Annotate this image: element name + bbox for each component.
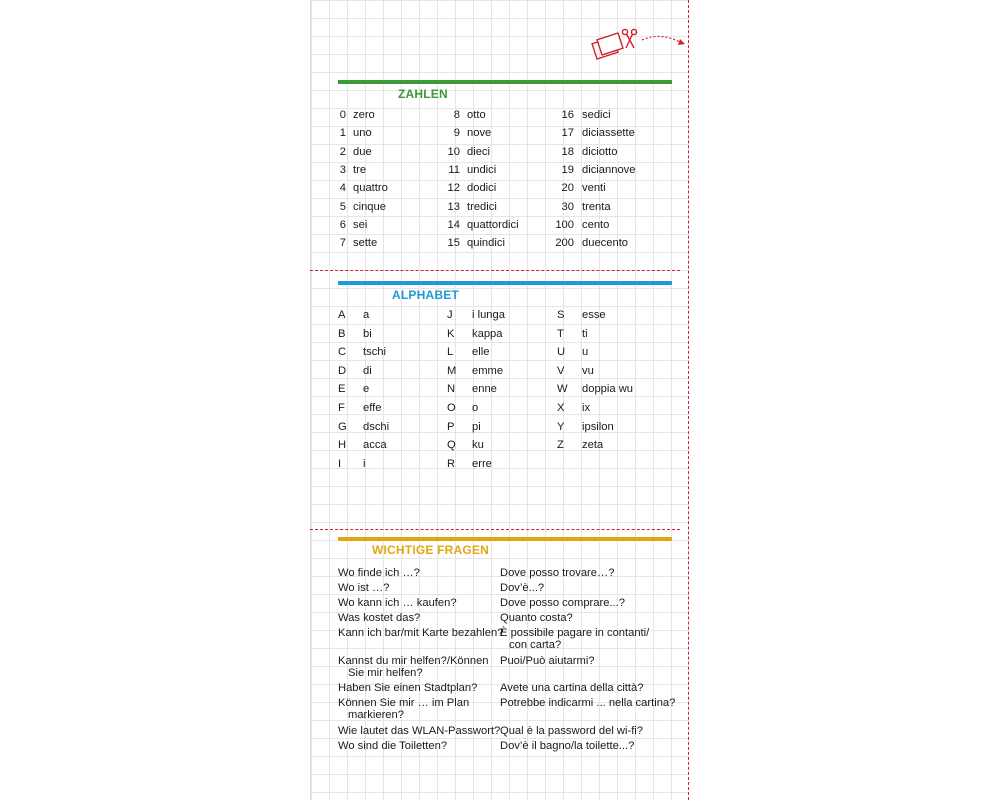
zahlen-heading: ZAHLEN <box>398 87 448 101</box>
alphabet-pronunciation: e <box>363 383 370 396</box>
question-italian: Dov’è...? <box>500 582 545 594</box>
number-word: dodici <box>467 182 497 195</box>
alphabet-row <box>338 420 389 434</box>
question-italian: Potrebbe indicarmi ... nella cartina? <box>500 697 676 709</box>
number-row <box>447 126 491 140</box>
number-row <box>447 145 490 159</box>
question-italian: Avete una cartina della città? <box>500 682 644 694</box>
alphabet-pronunciation: vu <box>582 364 594 377</box>
alphabet-pronunciation: ix <box>582 402 591 414</box>
number-word: duecento <box>582 237 629 250</box>
alphabet-row <box>557 382 633 396</box>
alphabet-heading: ALPHABET <box>392 288 459 302</box>
question-german: Haben Sie einen Stadtplan? <box>338 682 478 694</box>
alphabet-pronunciation: dschi <box>363 420 390 433</box>
number-digit: 14 <box>447 218 460 231</box>
alphabet-bar <box>338 281 672 285</box>
question-german: markieren? <box>348 709 404 721</box>
alphabet-row <box>338 382 369 396</box>
zahlen-bar <box>338 80 672 84</box>
number-word: undici <box>467 163 497 176</box>
number-word: uno <box>353 127 372 140</box>
alphabet-letter: L <box>447 346 454 359</box>
number-word: dieci <box>467 145 491 158</box>
alphabet-pronunciation: effe <box>363 402 382 414</box>
number-row <box>554 181 606 195</box>
question-italian: È possibile pagare in contanti/ <box>500 627 650 639</box>
alphabet-row <box>447 438 484 452</box>
alphabet-letter: Z <box>557 439 564 452</box>
alphabet-row <box>447 327 502 341</box>
alphabet-pronunciation: doppia wu <box>582 383 634 396</box>
alphabet-row <box>338 345 386 359</box>
alphabet-letter: T <box>557 327 564 340</box>
alphabet-row <box>557 420 614 434</box>
alphabet-letter: W <box>557 383 568 396</box>
alphabet-pronunciation: pi <box>472 420 481 433</box>
number-digit: 19 <box>561 163 574 176</box>
number-row <box>338 218 367 232</box>
alphabet-row <box>338 401 381 415</box>
question-italian: Dove posso trovare…? <box>500 567 615 579</box>
number-word: nove <box>467 127 492 140</box>
number-word: otto <box>467 109 486 121</box>
alphabet-pronunciation: kappa <box>472 327 503 340</box>
number-row <box>447 218 519 232</box>
alphabet-row <box>447 401 478 415</box>
number-row <box>447 163 496 177</box>
alphabet-letter: D <box>338 364 347 377</box>
alphabet-letter: P <box>447 420 455 433</box>
alphabet-pronunciation: a <box>363 309 370 321</box>
question-german: Können Sie mir … im Plan <box>338 697 470 709</box>
number-row <box>447 236 505 250</box>
section-divider <box>310 270 680 271</box>
section-divider <box>310 529 680 530</box>
number-word: quattordici <box>467 218 519 231</box>
number-digit: 17 <box>561 127 574 140</box>
number-row <box>447 200 497 214</box>
alphabet-letter: A <box>338 309 346 321</box>
number-row <box>554 108 611 122</box>
number-word: quattro <box>353 182 388 195</box>
alphabet-row <box>557 364 594 378</box>
number-digit: 100 <box>555 218 574 231</box>
alphabet-row <box>338 438 387 452</box>
alphabet-row <box>338 308 369 322</box>
alphabet-row <box>338 364 372 378</box>
alphabet-letter: G <box>338 420 347 433</box>
number-word: tre <box>353 163 367 176</box>
alphabet-row <box>447 382 497 396</box>
number-digit: 15 <box>447 237 460 250</box>
number-digit: 12 <box>447 182 460 195</box>
alphabet-row <box>557 308 606 322</box>
alphabet-row <box>447 420 481 434</box>
number-row <box>554 236 628 250</box>
alphabet-row <box>338 327 372 341</box>
alphabet-row <box>557 401 590 415</box>
alphabet-pronunciation: enne <box>472 383 497 396</box>
number-row <box>338 145 372 159</box>
question-italian: Puoi/Può aiutarmi? <box>500 654 595 667</box>
alphabet-letter: V <box>557 364 565 377</box>
alphabet-letter: O <box>447 402 456 414</box>
alphabet-pronunciation: acca <box>363 439 387 452</box>
arrow-icon <box>642 36 680 42</box>
number-row <box>554 163 636 177</box>
alphabet-letter: M <box>447 364 457 377</box>
alphabet-pronunciation: bi <box>363 327 372 340</box>
number-digit: 18 <box>561 145 574 158</box>
question-german: Sie mir helfen? <box>348 666 423 679</box>
number-digit: 2 <box>339 145 346 158</box>
alphabet-row <box>557 327 588 341</box>
number-word: cinque <box>353 200 386 213</box>
number-digit: 1 <box>339 127 346 140</box>
number-digit: 30 <box>561 200 574 213</box>
number-digit: 7 <box>339 237 346 250</box>
alphabet-row <box>557 438 603 452</box>
alphabet-pronunciation: elle <box>472 346 490 359</box>
alphabet-letter: Q <box>447 439 456 452</box>
fragen-heading: WICHTIGE FRAGEN <box>372 543 489 557</box>
alphabet-pronunciation: emme <box>472 364 504 377</box>
card-icon <box>592 33 623 59</box>
question-italian: con carta? <box>509 639 562 651</box>
alphabet-pronunciation: i lunga <box>472 309 505 321</box>
number-word: diciotto <box>582 145 618 158</box>
alphabet-letter: N <box>447 383 456 396</box>
number-digit: 5 <box>339 200 346 213</box>
alphabet-letter: C <box>338 346 347 359</box>
number-digit: 3 <box>339 163 346 176</box>
alphabet-letter: S <box>557 309 565 321</box>
alphabet-pronunciation: ti <box>582 327 588 340</box>
alphabet-letter: U <box>557 346 566 359</box>
number-word: due <box>353 145 372 158</box>
alphabet-letter: J <box>447 309 453 321</box>
number-digit: 8 <box>453 109 460 121</box>
number-digit: 16 <box>561 109 574 121</box>
question-german: Kannst du mir helfen?/Können <box>338 654 489 667</box>
number-word: diciassette <box>582 127 635 140</box>
number-word: trenta <box>582 200 611 213</box>
number-word: diciannove <box>582 163 636 176</box>
question-german: Wo kann ich … kaufen? <box>338 597 457 609</box>
alphabet-letter: I <box>338 457 342 470</box>
number-word: quindici <box>467 237 505 250</box>
question-italian: Dov’è il bagno/la toilette...? <box>500 739 635 752</box>
question-german: Wie lautet das WLAN-Passwort? <box>338 724 501 737</box>
question-german: Was kostet das? <box>338 612 421 624</box>
number-row <box>338 108 375 122</box>
alphabet-row <box>447 308 505 322</box>
number-row <box>338 181 388 195</box>
number-word: sette <box>353 237 378 250</box>
alphabet-letter: X <box>557 402 565 414</box>
alphabet-row <box>447 364 503 378</box>
number-row <box>554 145 617 159</box>
question-german: Wo finde ich …? <box>338 567 420 579</box>
alphabet-pronunciation: erre <box>472 457 492 470</box>
cut-line <box>688 0 689 800</box>
number-word: tredici <box>467 200 497 213</box>
scissors-icon <box>590 24 690 68</box>
alphabet-pronunciation: tschi <box>363 346 387 359</box>
number-digit: 13 <box>447 200 460 213</box>
alphabet-pronunciation: i <box>363 457 366 470</box>
alphabet-pronunciation: o <box>472 402 479 414</box>
question-german: Kann ich bar/mit Karte bezahlen? <box>338 627 504 639</box>
number-row <box>338 236 377 250</box>
alphabet-letter: B <box>338 327 346 340</box>
question-german: Wo sind die Toiletten? <box>338 739 448 752</box>
number-row <box>338 126 372 140</box>
number-digit: 11 <box>448 163 460 176</box>
number-digit: 10 <box>447 145 460 158</box>
number-word: cento <box>582 218 610 231</box>
number-row <box>554 126 635 140</box>
number-digit: 6 <box>339 218 346 231</box>
alphabet-pronunciation: ku <box>472 439 484 452</box>
alphabet-row <box>557 345 588 359</box>
alphabet-pronunciation: zeta <box>582 439 604 452</box>
alphabet-letter: R <box>447 457 456 470</box>
alphabet-pronunciation: ipsilon <box>582 420 614 433</box>
alphabet-letter: K <box>447 327 455 340</box>
number-digit: 9 <box>453 127 460 140</box>
alphabet-pronunciation: u <box>582 346 589 359</box>
alphabet-letter: H <box>338 439 347 452</box>
fragen-bar <box>338 537 672 541</box>
alphabet-letter: E <box>338 383 346 396</box>
number-row <box>447 181 496 195</box>
number-row <box>447 108 486 122</box>
number-digit: 20 <box>561 182 574 195</box>
question-italian: Qual è la password del wi-fi? <box>500 724 644 737</box>
question-german: Wo ist …? <box>338 582 390 594</box>
number-row <box>338 163 366 177</box>
number-digit: 0 <box>339 109 346 121</box>
alphabet-pronunciation: di <box>363 364 372 377</box>
number-row <box>554 200 611 214</box>
question-italian: Quanto costa? <box>500 612 573 624</box>
question-italian: Dove posso comprare...? <box>500 597 625 609</box>
alphabet-letter: Y <box>557 420 565 433</box>
number-word: zero <box>353 109 375 121</box>
number-digit: 4 <box>339 182 346 195</box>
alphabet-row <box>447 345 489 359</box>
alphabet-row <box>447 457 492 471</box>
number-row <box>554 218 609 232</box>
number-digit: 200 <box>555 237 574 250</box>
number-word: sedici <box>582 109 611 121</box>
alphabet-pronunciation: esse <box>582 309 606 321</box>
alphabet-letter: F <box>338 402 345 414</box>
number-word: sei <box>353 218 368 231</box>
alphabet-row <box>338 457 366 471</box>
number-word: venti <box>582 182 606 195</box>
number-row <box>338 200 386 214</box>
